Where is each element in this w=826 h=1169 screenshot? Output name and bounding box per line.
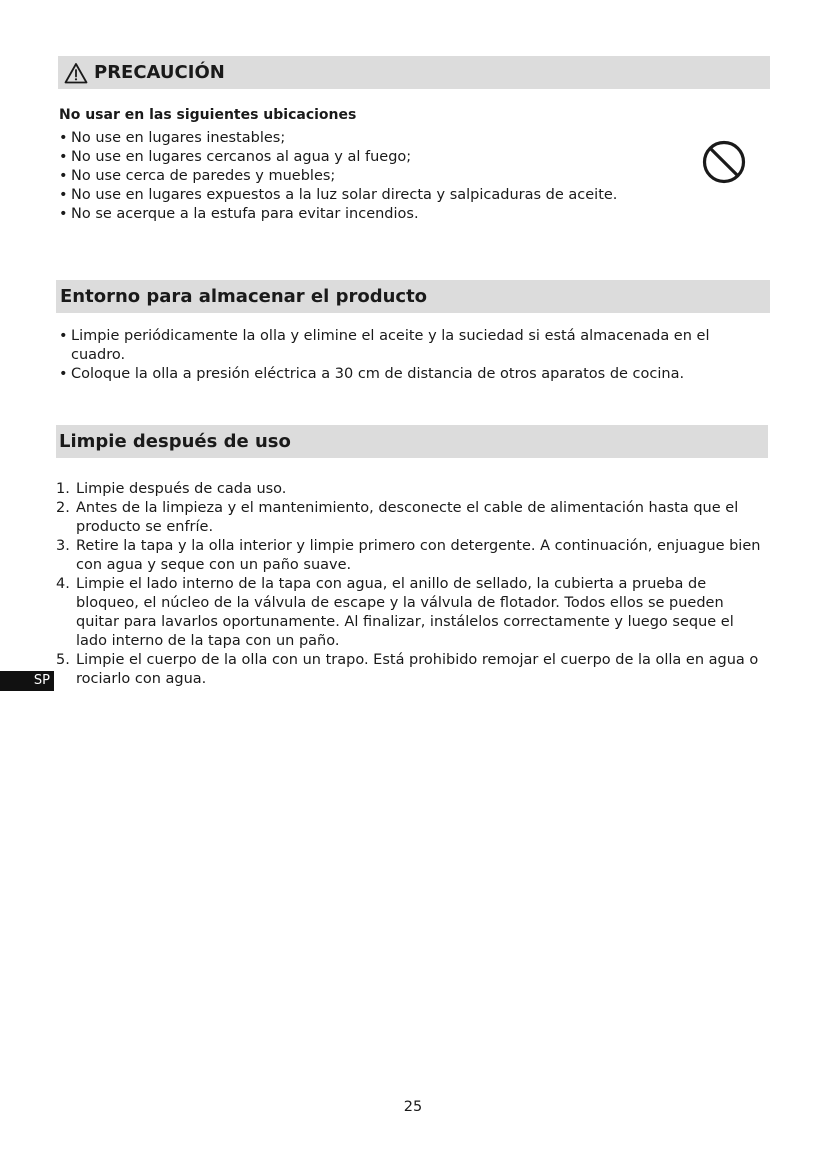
list-number: 5. [56, 652, 70, 668]
caution-title: PRECAUCIÓN [94, 62, 225, 83]
list-item: • No use en lugares inestables; [59, 129, 621, 148]
list-item [56, 651, 762, 689]
caution-subtitle: No usar en las siguientes ubicaciones [59, 107, 357, 123]
cleaning-list [56, 480, 762, 689]
list-text: Antes de la limpieza y el mantenimiento, desconecte el cable de alimentación hasta que el producto se enfríe. [76, 500, 739, 535]
list-text: Retire la tapa y la olla interior y limpie primero con detergente. A continuación, enjuague bien con agua y seque con un paño suave. [76, 538, 761, 573]
storage-title: Entorno para almacenar el producto [60, 286, 428, 307]
page-number: 25 [403, 1099, 423, 1115]
cleaning-title: Limpie después de uso [59, 431, 291, 452]
list-item: • No se acerque a la estufa para evitar incendios. [59, 205, 621, 224]
storage-header [56, 280, 770, 313]
list-item [56, 480, 762, 499]
list-item: • Limpie periódicamente la olla y elimine el aceite y la suciedad si está almacenada en el cuadro. [59, 327, 759, 365]
list-number: 3. [56, 538, 70, 554]
list-number: 2. [56, 500, 70, 516]
language-tab: SP [0, 671, 54, 691]
list-item [56, 575, 762, 651]
list-number: 4. [56, 576, 70, 592]
list-text: Limpie el lado interno de la tapa con agua, el anillo de sellado, la cubierta a prueba de bloqueo, el núcleo de la válvula de escape y la válvula de flotador. Todos ellos se pueden quitar para lavarlos oportunamente. Al finalizar, instálelos correctamente y luego seque el lado interno de la tapa con un paño. [76, 576, 734, 649]
list-item: • Coloque la olla a presión eléctrica a 30 cm de distancia de otros aparatos de cocina. [59, 365, 759, 384]
caution-header [58, 56, 770, 89]
list-item [56, 537, 762, 575]
prohibited-icon [701, 139, 747, 185]
list-item: • No use en lugares expuestos a la luz solar directa y salpicaduras de aceite. [59, 186, 621, 205]
list-number: 1. [56, 481, 70, 497]
caution-list [59, 129, 621, 224]
list-item: • No use en lugares cercanos al agua y al fuego; [59, 148, 621, 167]
cleaning-header [56, 425, 768, 458]
list-item [56, 499, 762, 537]
list-text: Limpie después de cada uso. [76, 481, 287, 497]
list-item: • No use cerca de paredes y muebles; [59, 167, 621, 186]
list-text: Limpie el cuerpo de la olla con un trapo. Está prohibido remojar el cuerpo de la olla en agua o rociarlo con agua. [76, 652, 759, 687]
storage-list [59, 327, 759, 384]
warning-triangle-icon [64, 62, 88, 84]
